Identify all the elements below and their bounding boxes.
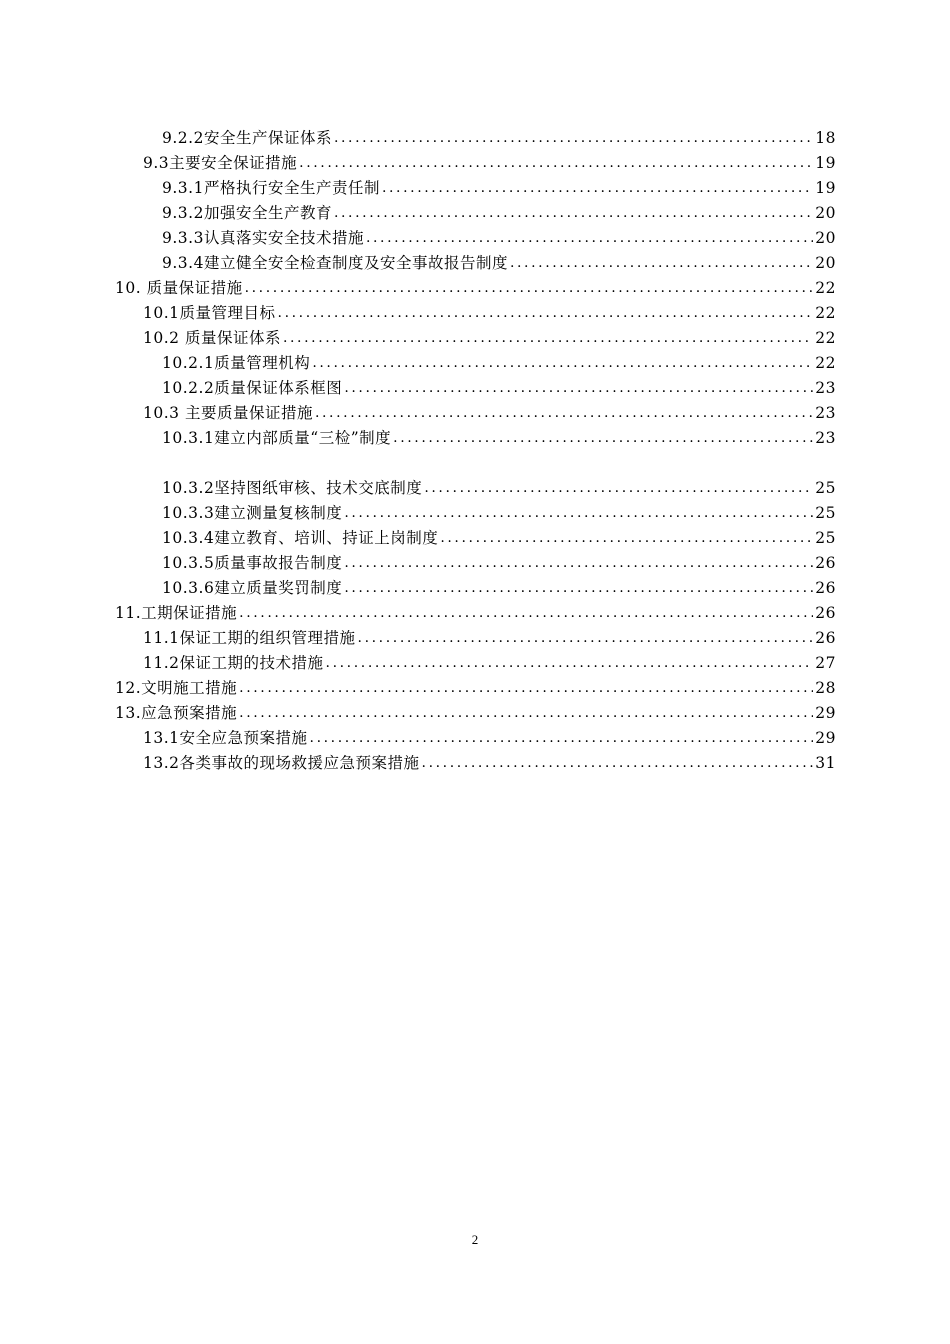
toc-leader-dots xyxy=(315,401,813,426)
toc-leader-dots xyxy=(310,726,814,751)
toc-entry-title: 9.3主要安全保证措施 xyxy=(143,154,298,172)
toc-entry-title: 9.2.2安全生产保证体系 xyxy=(162,129,332,147)
toc-entry-page: 20 xyxy=(815,204,836,222)
toc-leader-dots xyxy=(358,626,814,651)
toc-leader-dots xyxy=(393,426,813,451)
toc-entry-page: 29 xyxy=(815,704,836,722)
toc-entry[interactable] xyxy=(0,276,950,301)
toc-entry-page: 26 xyxy=(815,604,836,622)
toc-entry[interactable] xyxy=(0,351,950,376)
toc-entry-page: 25 xyxy=(815,504,836,522)
toc-entry-page: 29 xyxy=(815,729,836,747)
toc-entry-title: 10. 质量保证措施 xyxy=(115,279,243,297)
toc-entry-title: 10.3.4建立教育、培训、持证上岗制度 xyxy=(162,529,439,547)
toc-entry[interactable] xyxy=(0,676,950,701)
toc-entry-title: 11.1保证工期的组织管理措施 xyxy=(143,629,356,647)
toc-entry[interactable] xyxy=(0,151,950,176)
toc-entry-page: 23 xyxy=(815,429,836,447)
toc-entry-title: 10.2.2质量保证体系框图 xyxy=(162,379,343,397)
toc-entry-title: 10.3.5质量事故报告制度 xyxy=(162,554,343,572)
toc-entry-page: 25 xyxy=(815,529,836,547)
toc-entry-page: 22 xyxy=(815,329,836,347)
toc-entry[interactable] xyxy=(0,576,950,601)
toc-entry-title: 10.3.3建立测量复核制度 xyxy=(162,504,343,522)
toc-leader-dots xyxy=(344,376,813,401)
table-of-contents xyxy=(0,126,950,776)
toc-entry-title: 13.1安全应急预案措施 xyxy=(143,729,308,747)
toc-leader-dots xyxy=(366,226,813,251)
toc-entry-title: 13.2各类事故的现场救援应急预案措施 xyxy=(143,754,420,772)
toc-entry[interactable] xyxy=(0,201,950,226)
toc-entry-title: 13.应急预案措施 xyxy=(115,704,238,722)
toc-entry[interactable] xyxy=(0,401,950,426)
toc-entry[interactable] xyxy=(0,126,950,151)
toc-entry-page: 22 xyxy=(815,304,836,322)
toc-entry-page: 27 xyxy=(815,654,836,672)
toc-leader-dots xyxy=(510,251,813,276)
toc-entry-page: 31 xyxy=(815,754,836,772)
toc-leader-dots xyxy=(422,751,814,776)
toc-entry-title: 9.3.1严格执行安全生产责任制 xyxy=(162,179,380,197)
toc-entry-page: 26 xyxy=(815,554,836,572)
toc-entry[interactable] xyxy=(0,326,950,351)
toc-leader-dots xyxy=(344,501,813,526)
toc-leader-dots xyxy=(299,151,813,176)
page-number: 2 xyxy=(471,1232,479,1247)
toc-entry-title: 9.3.4建立健全安全检查制度及安全事故报告制度 xyxy=(162,254,508,272)
toc-entry-page: 20 xyxy=(815,229,836,247)
toc-leader-dots xyxy=(440,526,813,551)
toc-entry[interactable] xyxy=(0,476,950,501)
toc-entry-title: 10.3.6建立质量奖罚制度 xyxy=(162,579,343,597)
toc-entry[interactable] xyxy=(0,501,950,526)
toc-entry[interactable] xyxy=(0,651,950,676)
toc-leader-dots xyxy=(239,701,813,726)
toc-entry[interactable] xyxy=(0,176,950,201)
toc-entry[interactable] xyxy=(0,726,950,751)
toc-entry[interactable] xyxy=(0,601,950,626)
toc-entry[interactable] xyxy=(0,626,950,651)
toc-entry-page: 28 xyxy=(815,679,836,697)
toc-leader-dots xyxy=(334,201,813,226)
toc-leader-dots xyxy=(239,676,813,701)
toc-leader-dots xyxy=(424,476,813,501)
toc-leader-dots xyxy=(245,276,814,301)
toc-leader-dots xyxy=(312,351,813,376)
toc-entry-title: 10.3.1建立内部质量“三检”制度 xyxy=(162,429,392,447)
toc-entry-title: 11.工期保证措施 xyxy=(115,604,238,622)
toc-leader-dots xyxy=(334,126,813,151)
toc-leader-dots xyxy=(278,301,814,326)
toc-entry[interactable] xyxy=(0,226,950,251)
toc-entry-page: 23 xyxy=(815,404,836,422)
toc-entry-page: 25 xyxy=(815,479,836,497)
toc-entry-title: 10.3.2坚持图纸审核、技术交底制度 xyxy=(162,479,423,497)
toc-entry-page: 23 xyxy=(815,379,836,397)
toc-entry-page: 19 xyxy=(815,154,836,172)
toc-entry[interactable] xyxy=(0,526,950,551)
toc-entry-page: 26 xyxy=(815,579,836,597)
toc-entry[interactable] xyxy=(0,701,950,726)
toc-entry-page: 22 xyxy=(815,354,836,372)
toc-entry-page: 20 xyxy=(815,254,836,272)
toc-entry-page: 18 xyxy=(815,129,836,147)
toc-entry[interactable] xyxy=(0,251,950,276)
toc-entry[interactable] xyxy=(0,376,950,401)
toc-leader-dots xyxy=(239,601,813,626)
toc-entry-page: 19 xyxy=(815,179,836,197)
toc-entry[interactable] xyxy=(0,751,950,776)
toc-entry-title: 9.3.2加强安全生产教育 xyxy=(162,204,332,222)
toc-entry-page: 22 xyxy=(815,279,836,297)
toc-leader-dots xyxy=(344,576,813,601)
toc-entry[interactable] xyxy=(0,301,950,326)
toc-entry-title: 11.2保证工期的技术措施 xyxy=(143,654,324,672)
toc-leader-dots xyxy=(382,176,813,201)
toc-entry-title: 10.2 质量保证体系 xyxy=(143,329,281,347)
toc-entry-title: 12.文明施工措施 xyxy=(115,679,238,697)
toc-entry-title: 10.3 主要质量保证措施 xyxy=(143,404,313,422)
toc-entry[interactable] xyxy=(0,551,950,576)
toc-leader-dots xyxy=(344,551,813,576)
toc-leader-dots xyxy=(326,651,814,676)
toc-entry-title: 10.1质量管理目标 xyxy=(143,304,276,322)
toc-entry-title: 9.3.3认真落实安全技术措施 xyxy=(162,229,364,247)
toc-entry-page: 26 xyxy=(815,629,836,647)
toc-entry[interactable] xyxy=(0,426,950,451)
toc-leader-dots xyxy=(283,326,813,351)
toc-entry-title: 10.2.1质量管理机构 xyxy=(162,354,311,372)
